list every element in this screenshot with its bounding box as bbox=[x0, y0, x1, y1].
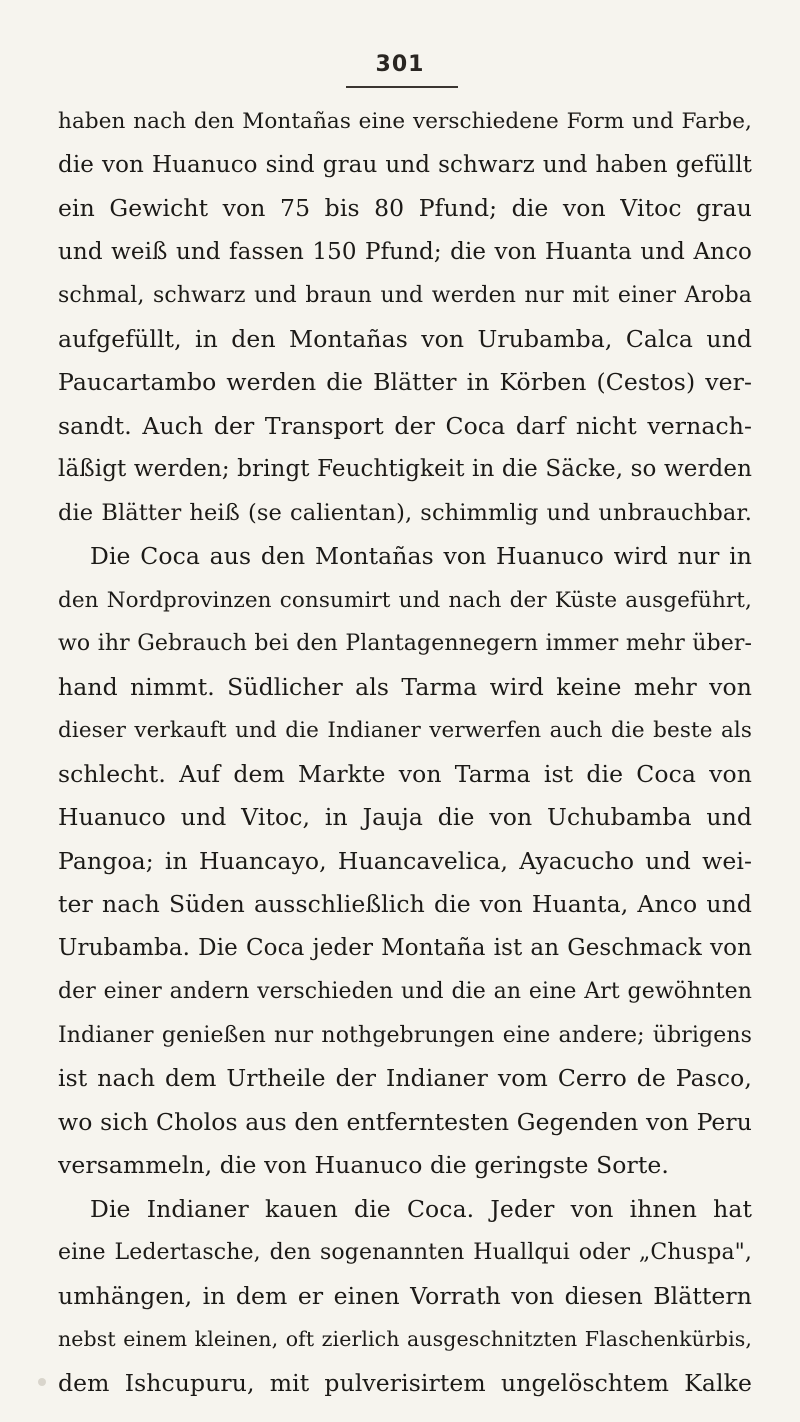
text-line: dem Ishcupuru, mit pulverisirtem ungelöschtem Kalke bbox=[58, 1368, 752, 1397]
page-number: 301 bbox=[375, 52, 425, 77]
text-line: aufgefüllt, in den Montañas von Urubamba, Calca und bbox=[58, 324, 752, 353]
text-line: ter nach Süden ausschließlich die von Huanta, Anco und bbox=[58, 890, 752, 918]
text-line: die Blätter heiß (se calientan), schimmlig und unbrauchbar. bbox=[58, 499, 752, 526]
page-number-rule bbox=[346, 86, 458, 88]
text-line: Paucartambo werden die Blätter in Körben (Cestos) ver- bbox=[58, 368, 752, 396]
text-line: eine Ledertasche, den sogenannten Huallqui oder „Chuspa", bbox=[58, 1240, 752, 1265]
text-line: Urubamba. Die Coca jeder Montaña ist an Geschmack von bbox=[58, 934, 752, 961]
text-line: ist nach dem Urtheile der Indianer vom Cerro de Pasco, bbox=[58, 1064, 752, 1092]
text-line: Indianer genießen nur nothgebrungen eine andere; übrigens bbox=[58, 1022, 752, 1048]
text-line: haben nach den Montañas eine verschiedene Form und Farbe, bbox=[58, 109, 752, 134]
text-line: Die Coca aus den Montañas von Huanuco wird nur in bbox=[90, 542, 752, 570]
text-line: und weiß und fassen 150 Pfund; die von Huanta und Anco bbox=[58, 238, 752, 265]
text-line: schmal, schwarz und braun und werden nur mit einer Aroba bbox=[58, 283, 752, 308]
text-line: läßigt werden; bringt Feuchtigkeit in die Säcke, so werden bbox=[58, 456, 752, 482]
text-line: versammeln, die von Huanuco die geringste Sorte. bbox=[58, 1151, 670, 1179]
text-line: den Nordprovinzen consumirt und nach der Küste ausgeführt, bbox=[58, 587, 752, 613]
paper-stain bbox=[38, 1378, 46, 1386]
text-line: die von Huanuco sind grau und schwarz und haben gefüllt bbox=[58, 151, 752, 178]
text-line: nebst einem kleinen, oft zierlich ausgeschnitzten Flaschenkürbis, bbox=[58, 1327, 752, 1351]
text-line: Huanuco und Vitoc, in Jauja die von Uchubamba und bbox=[58, 803, 752, 831]
text-line: hand nimmt. Südlicher als Tarma wird keine mehr von bbox=[58, 672, 752, 701]
text-line: schlecht. Auf dem Markte von Tarma ist die Coca von bbox=[58, 759, 752, 788]
text-line: sandt. Auch der Transport der Coca darf nicht vernach- bbox=[58, 411, 752, 440]
text-line: wo sich Cholos aus den entferntesten Gegenden von Peru bbox=[58, 1107, 752, 1136]
text-line: Die Indianer kauen die Coca. Jeder von ihnen hat bbox=[90, 1194, 752, 1223]
text-line: ein Gewicht von 75 bis 80 Pfund; die von Vitoc grau bbox=[58, 194, 752, 222]
text-line: umhängen, in dem er einen Vorrath von diesen Blättern bbox=[58, 1281, 752, 1310]
text-line: der einer andern verschieden und die an eine Art gewöhnten bbox=[58, 979, 752, 1004]
body-text bbox=[58, 100, 752, 1405]
text-line: wo ihr Gebrauch bei den Plantagennegern immer mehr über- bbox=[58, 631, 752, 656]
text-line: dieser verkauft und die Indianer verwerfen auch die beste als bbox=[58, 718, 752, 743]
text-line: Pangoa; in Huancayo, Huancavelica, Ayacucho und wei- bbox=[58, 846, 752, 875]
